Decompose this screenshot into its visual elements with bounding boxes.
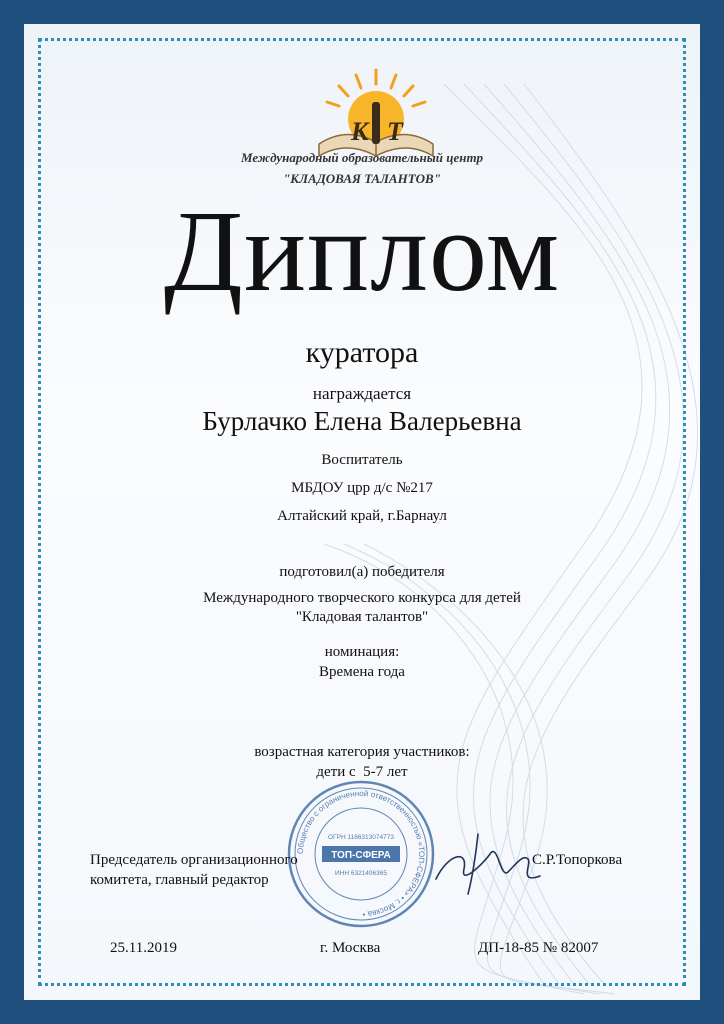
handwritten-signature [428, 824, 548, 904]
logo-letter-t: Т [387, 117, 403, 146]
issue-date: 25.11.2019 [110, 940, 177, 956]
seal-inn: ИНН 6321406365 [334, 870, 388, 877]
recipient-institution: МБДОУ црр д/с №217 [291, 480, 433, 496]
awarded-label: награждается [312, 384, 412, 403]
nomination-label: номинация: [324, 644, 400, 660]
organization-line-2: "КЛАДОВАЯ ТАЛАНТОВ" [283, 171, 441, 186]
recipient-position: Воспитатель [321, 452, 403, 468]
logo-letter-k: К [351, 117, 369, 146]
nomination-value: Времена года [319, 664, 405, 680]
recipient-name: Бурлачко Елена Валерьевна [202, 406, 522, 436]
chairman-name: С.Р.Топоркова [532, 852, 623, 868]
organization-line-1: Международный образовательный центр [240, 150, 484, 165]
age-category-value: дети с 5-7 лет [316, 764, 408, 780]
sun-book-logo [311, 64, 441, 164]
recipient-location: Алтайский край, г.Барнаул [277, 508, 447, 524]
issue-city: г. Москва [320, 940, 381, 956]
diploma-number: ДП-18-85 № 82007 [478, 940, 599, 956]
diploma-role: куратора [305, 336, 419, 369]
seal-center-text: ТОП-СФЕРА [331, 850, 391, 861]
company-seal [286, 779, 436, 929]
diploma-page [24, 24, 700, 1000]
seal-ring-text: Общество с ограниченной ответственностью «ТОП-СФЕРА» • г. Москва • [295, 788, 427, 919]
chairman-title-line-2: комитета, главный редактор [90, 872, 269, 888]
age-category-label: возрастная категория участников: [254, 744, 470, 760]
prepared-label: подготовил(а) победителя [279, 564, 445, 580]
page-title: Диплом [163, 188, 561, 316]
chairman-title-line-1: Председатель организационного [90, 852, 298, 868]
contest-line-2: "Кладовая талантов" [295, 609, 429, 625]
seal-ogrn: ОГРН 1166313074773 [328, 834, 394, 841]
contest-line-1: Международного творческого конкурса для детей [203, 590, 521, 606]
